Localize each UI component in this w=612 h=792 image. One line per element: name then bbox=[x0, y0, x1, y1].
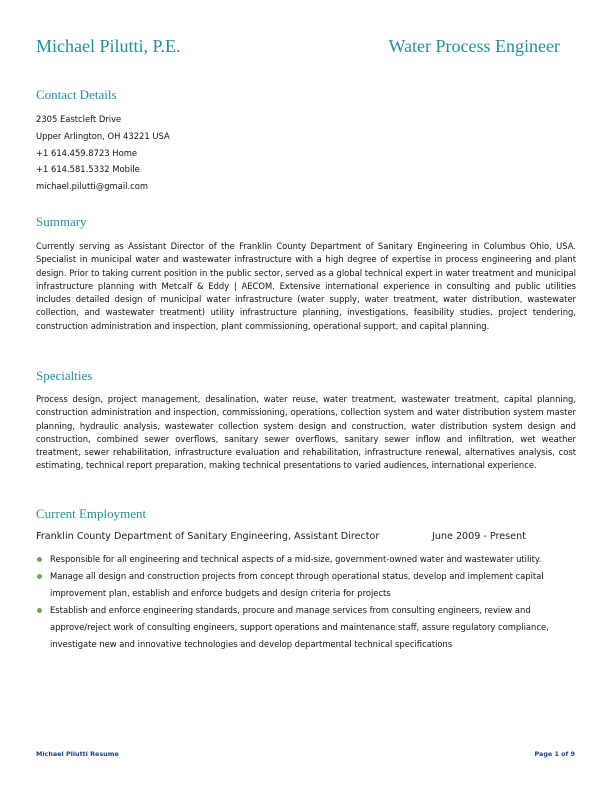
footer-document-name: Michael Pilutti Resume bbox=[36, 750, 119, 758]
list-item bbox=[36, 568, 576, 602]
list-item-text: Establish and enforce engineering standards, procure and manage services from consulting engineers, review and approve/reject work of consulting engineers, support operations and maintenance staff, assure regulatory compliance, investigate new and innovative technologies and develop departmental technical specifications bbox=[50, 605, 549, 649]
list-item bbox=[36, 602, 576, 653]
page-header bbox=[36, 36, 576, 62]
summary-heading: Summary bbox=[36, 214, 87, 229]
list-item-text: Manage all design and construction projects from concept through operational status, develop and implement capital improvement plan, establish and enforce budgets and design criteria for projects bbox=[50, 571, 544, 598]
contact-city-line: Upper Arlington, OH 43221 USA bbox=[36, 130, 170, 141]
contact-mobile-phone: +1 614.581.5332 Mobile bbox=[36, 164, 140, 175]
job-line bbox=[36, 531, 576, 545]
job-position: Franklin County Department of Sanitary Engineering, Assistant Director bbox=[36, 531, 380, 542]
bullet-icon bbox=[37, 557, 42, 562]
bullet-icon bbox=[37, 608, 42, 613]
contact-home-phone: +1 614.459.8723 Home bbox=[36, 147, 138, 158]
bullet-icon bbox=[37, 574, 42, 579]
list-item-text: Responsible for all engineering and technical aspects of a mid-size, government-owned water and wastewater utility. bbox=[50, 554, 542, 564]
responsibilities-list bbox=[36, 551, 576, 653]
list-item bbox=[36, 551, 576, 568]
job-dates: June 2009 - Present bbox=[432, 531, 526, 542]
contact-heading: Contact Details bbox=[36, 87, 117, 102]
candidate-name: Michael Pilutti, P.E. bbox=[36, 36, 181, 56]
footer-page-number: Page 1 of 9 bbox=[534, 750, 575, 758]
specialties-heading: Specialties bbox=[36, 368, 93, 383]
summary-text: Currently serving as Assistant Director of the Franklin County Department of Sanitary Engineering in Columbus Ohio, USA. Specialist in municipal water and wastewater infrastructure with a high degree of expertise in process engineering and plant design. Prior to taking current position in the public sector, served as a global technical expert in water treatment and municipal infrastructure planning with Metcalf & Eddy | AECOM. Extensive international experience in consulting and public utilities includes detailed design of municipal water infrastructure (water supply, water treatment, water distribution, wastewater collection, and wastewater treatment) utility infrastructure planning, investigations, feasibility studies, project tendering, construction administration and inspection, plant commissioning, operational support, and capital planning. bbox=[36, 241, 576, 331]
contact-email: michael.pilutti@gmail.com bbox=[36, 181, 149, 192]
contact-address-line: 2305 Eastcleft Drive bbox=[36, 114, 122, 124]
candidate-role: Water Process Engineer bbox=[388, 36, 560, 56]
employment-heading: Current Employment bbox=[36, 506, 147, 521]
contact-details bbox=[36, 111, 170, 195]
specialties-text: Process design, project management, desalination, water reuse, water treatment, wastewater treatment, capital planning, construction administration and inspection, commissioning, operations, collection system and water distribution system master planning, hydraulic analysis, wastewater collection system design and construction, water distribution system design and construction, combined sewer overflows, sanitary sewer overflows, sanitary sewer inflow and infiltration, wet weather treatment, sewer rehabilitation, infrastructure evaluation and rehabilitation, infrastructure renewal, alternatives analysis, cost estimating, technical report preparation, making technical presentations to varied audiences, international experience. bbox=[36, 394, 576, 471]
